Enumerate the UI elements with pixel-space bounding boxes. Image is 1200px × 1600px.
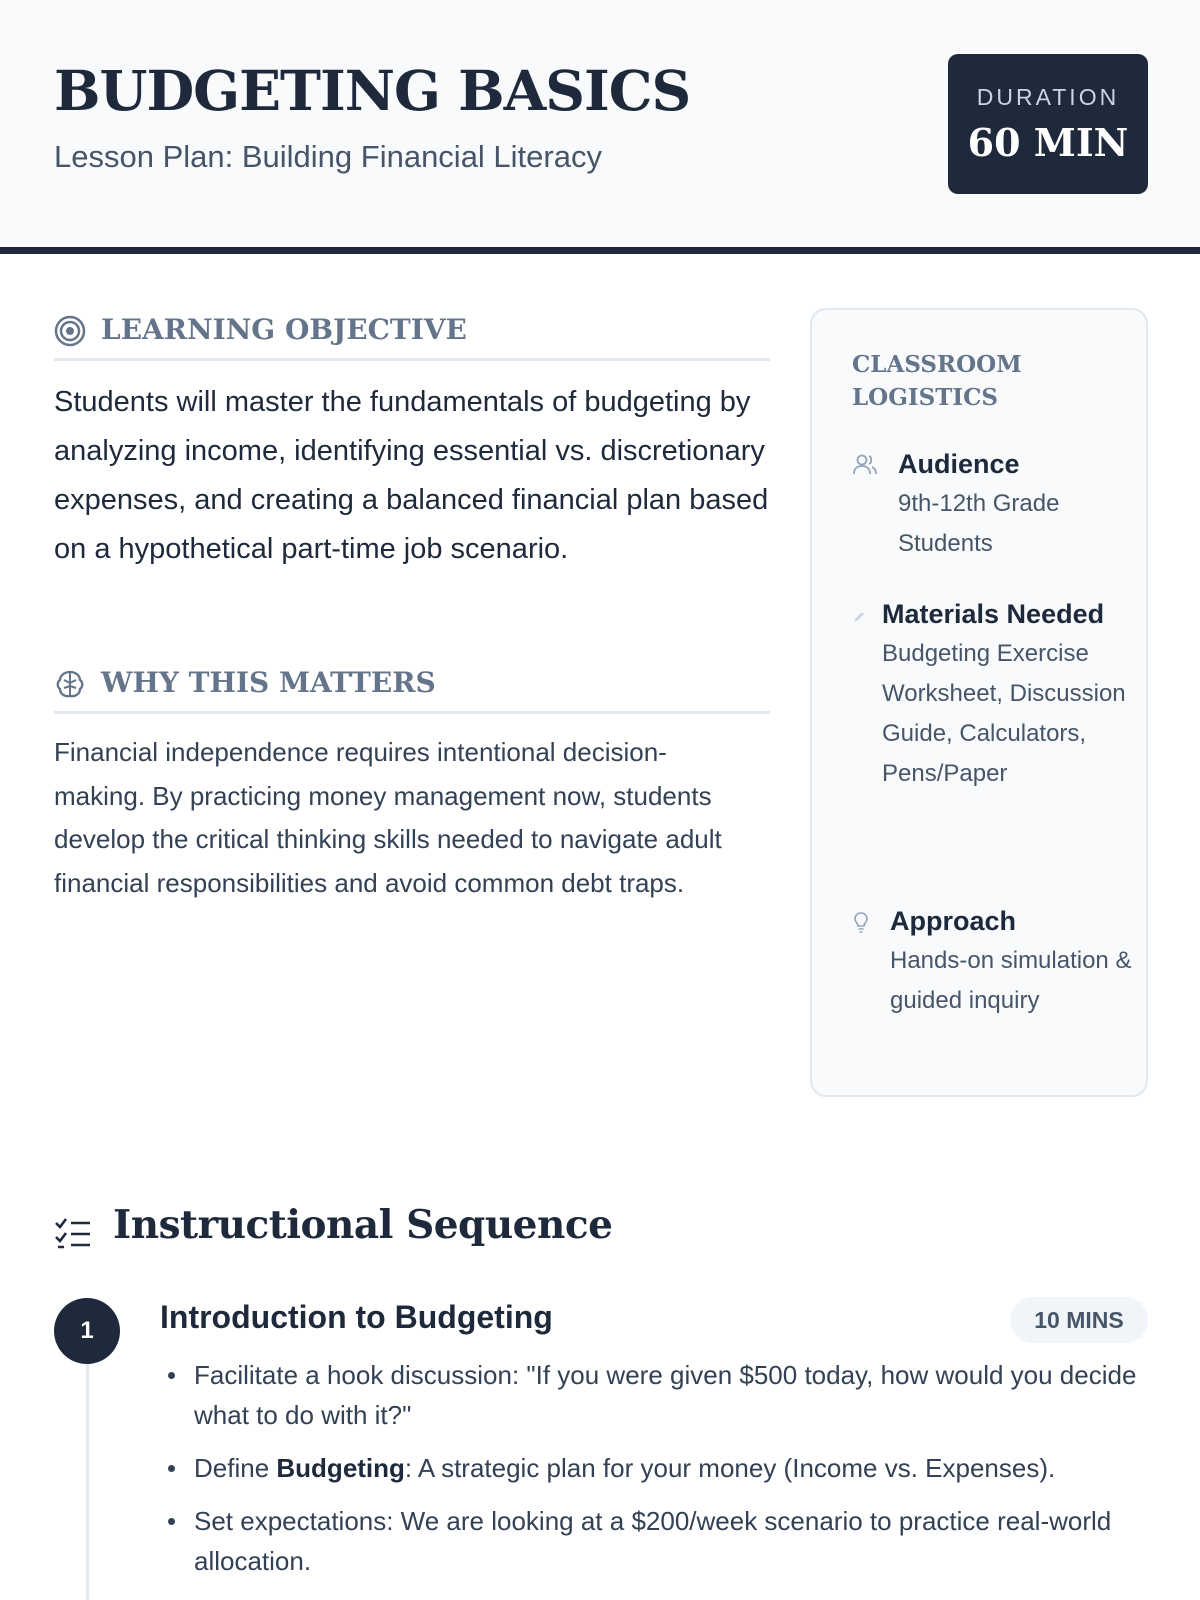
brain-icon	[54, 668, 86, 700]
target-icon	[54, 315, 86, 347]
step-number: 1	[54, 1298, 120, 1364]
duration-label: DURATION	[976, 84, 1120, 110]
logistics-item-approach	[852, 901, 1132, 1021]
materials-name: Materials Needed	[882, 599, 1105, 629]
bullet-prefix: Define	[194, 1453, 277, 1483]
why-heading	[54, 664, 770, 714]
logistics-title: CLASSROOM LOGISTICS	[852, 351, 1022, 411]
step-title: Introduction to Budgeting	[160, 1299, 553, 1335]
duration-value: 60 MIN	[967, 120, 1129, 165]
list-item	[160, 1448, 1150, 1488]
approach-value: Hands-on simulation & guided inquiry	[890, 947, 1132, 1014]
classroom-logistics-card	[810, 308, 1148, 1097]
checklist-icon	[54, 1215, 92, 1253]
pen-icon	[852, 610, 866, 624]
timeline-line	[86, 1360, 89, 1600]
lightbulb-icon	[852, 911, 870, 935]
why-heading-label: WHY THIS MATTERS	[101, 666, 436, 699]
objective-heading-label: LEARNING OBJECTIVE	[101, 313, 467, 346]
logistics-item-audience	[852, 444, 1132, 564]
why-text: Financial independence requires intentional decision-making. By practicing money management now, students develop the critical thinking skills needed to navigate adult financial responsibilities and avoid common debt traps.	[54, 737, 722, 898]
objective-heading	[54, 311, 770, 361]
list-item: Facilitate a hook discussion: "If you were given $500 today, how would you decide what to do with it?"	[160, 1355, 1150, 1435]
page-subtitle: Lesson Plan: Building Financial Literacy	[54, 139, 602, 174]
audience-name: Audience	[898, 449, 1020, 479]
approach-name: Approach	[890, 906, 1017, 936]
lesson-header	[0, 0, 1200, 254]
step-bullet-list	[160, 1355, 1150, 1594]
sequence-title: Instructional Sequence	[113, 1202, 613, 1248]
step-duration-badge: 10 MINS	[1010, 1297, 1148, 1343]
logistics-item-materials	[852, 594, 1132, 794]
bullet-definition: : A strategic plan for your money (Income vs. Expenses).	[404, 1453, 1056, 1483]
page-title: BUDGETING BASICS	[54, 58, 691, 123]
list-item: Set expectations: We are looking at a $200/week scenario to practice real-world allocation.	[160, 1501, 1150, 1581]
duration-badge	[948, 54, 1148, 194]
materials-value: Budgeting Exercise Worksheet, Discussion Guide, Calculators, Pens/Paper	[882, 640, 1126, 787]
users-icon	[852, 452, 878, 478]
objective-text: Students will master the fundamentals of budgeting by analyzing income, identifying essential vs. discretionary expenses, and creating a balanced financial plan based on a hypothetical part-time job scenario.	[54, 386, 769, 565]
bullet-term: Budgeting	[276, 1453, 405, 1483]
audience-value: 9th-12th Grade Students	[898, 490, 1060, 557]
